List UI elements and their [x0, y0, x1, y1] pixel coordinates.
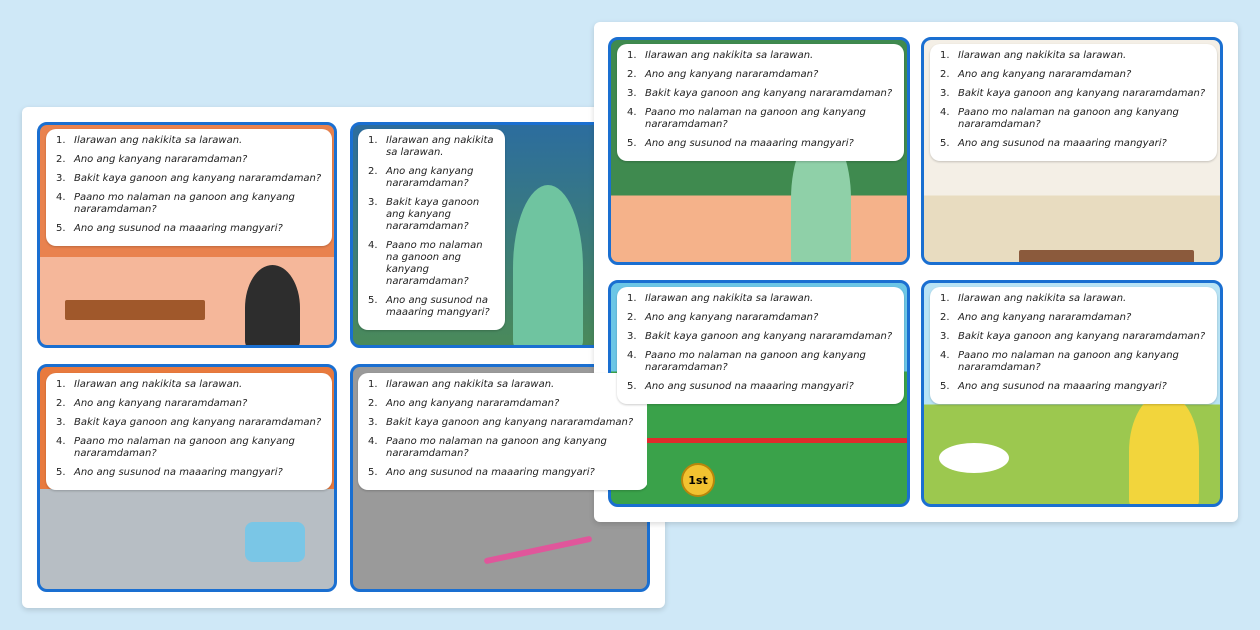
- question-item: [940, 381, 1209, 393]
- question-item: [940, 138, 1209, 150]
- question-number: 4.: [368, 240, 378, 251]
- question-item: [368, 240, 497, 288]
- question-number: 5.: [940, 381, 950, 392]
- question-item: [627, 381, 896, 393]
- question-item: [627, 69, 896, 81]
- question-text: Ilarawan ang nakikita sa larawan.: [645, 50, 814, 61]
- question-text: Ano ang kanyang nararamdaman?: [645, 69, 819, 80]
- question-number: 4.: [940, 350, 950, 361]
- question-text: Paano mo nalaman na ganoon ang kanyang nararamdaman?: [645, 350, 866, 373]
- question-item: [940, 293, 1209, 305]
- question-number: 2.: [56, 398, 66, 409]
- question-item: [940, 312, 1209, 324]
- boy-figure: [513, 185, 583, 348]
- question-number: 2.: [627, 69, 637, 80]
- card-race-winner: [608, 280, 910, 507]
- question-number: 4.: [56, 436, 66, 447]
- question-number: 2.: [940, 69, 950, 80]
- question-item: [368, 436, 640, 460]
- question-text: Paano mo nalaman na ganoon ang kanyang nararamdaman?: [74, 192, 295, 215]
- question-number: 1.: [56, 379, 66, 390]
- question-item: [627, 293, 896, 305]
- cake: [245, 522, 305, 562]
- question-text: Bakit kaya ganoon ang kanyang nararamdaman?: [386, 197, 480, 232]
- question-item: [627, 138, 896, 150]
- question-text: Ano ang kanyang nararamdaman?: [958, 69, 1132, 80]
- question-item: [56, 135, 324, 147]
- question-text: Bakit kaya ganoon ang kanyang nararamdaman?: [386, 417, 634, 428]
- question-text: Ano ang susunod na maaaring mangyari?: [386, 467, 595, 478]
- question-text: Ano ang kanyang nararamdaman?: [958, 312, 1132, 323]
- question-item: [627, 50, 896, 62]
- card-sharing: [921, 37, 1223, 265]
- question-number: 2.: [368, 398, 378, 409]
- finish-ribbon: [611, 438, 910, 443]
- question-item: [627, 107, 896, 131]
- question-item: [940, 50, 1209, 62]
- boy-holding-rabbit: [1129, 393, 1199, 507]
- question-item: [368, 379, 640, 391]
- girl-figure: [245, 265, 300, 348]
- question-item: [56, 436, 324, 460]
- question-text: Ilarawan ang nakikita sa larawan.: [386, 379, 555, 390]
- question-number: 5.: [940, 138, 950, 149]
- question-number: 3.: [56, 173, 66, 184]
- question-text: Paano mo nalaman na ganoon ang kanyang nararamdaman?: [74, 436, 295, 459]
- question-list: [56, 135, 324, 235]
- question-item: [56, 192, 324, 216]
- question-item: [368, 398, 640, 410]
- question-number: 1.: [940, 293, 950, 304]
- question-item: [368, 295, 497, 319]
- scooter: [484, 536, 593, 565]
- question-text: Ilarawan ang nakikita sa larawan.: [645, 293, 814, 304]
- question-item: [56, 223, 324, 235]
- question-text: Ano ang susunod na maaaring mangyari?: [958, 381, 1167, 392]
- question-list: [940, 50, 1209, 150]
- gold-medal: 1st: [681, 463, 715, 497]
- question-item: [627, 331, 896, 343]
- question-number: 1.: [368, 379, 378, 390]
- question-item: [627, 88, 896, 100]
- question-number: 4.: [627, 107, 637, 118]
- question-number: 5.: [368, 467, 378, 478]
- question-text: Ilarawan ang nakikita sa larawan.: [74, 135, 243, 146]
- kids-at-table: [1019, 250, 1194, 265]
- question-text: Ano ang kanyang nararamdaman?: [386, 166, 474, 189]
- question-number: 4.: [368, 436, 378, 447]
- question-number: 2.: [940, 312, 950, 323]
- question-list: [627, 50, 896, 150]
- question-item: [368, 467, 640, 479]
- question-number: 2.: [56, 154, 66, 165]
- card-cake-girl: [37, 364, 337, 592]
- question-item: [368, 166, 497, 190]
- question-number: 3.: [368, 197, 378, 208]
- question-list: [940, 293, 1209, 393]
- question-number: 1.: [627, 50, 637, 61]
- question-text: Ano ang kanyang nararamdaman?: [645, 312, 819, 323]
- question-text: Ano ang susunod na maaaring mangyari?: [74, 467, 283, 478]
- question-text: Ilarawan ang nakikita sa larawan.: [386, 135, 494, 158]
- question-text: Bakit kaya ganoon ang kanyang nararamdaman?: [74, 417, 322, 428]
- question-text: Ano ang kanyang nararamdaman?: [74, 398, 248, 409]
- question-number: 4.: [627, 350, 637, 361]
- question-item: [368, 197, 497, 233]
- question-text: Bakit kaya ganoon ang kanyang nararamdaman?: [74, 173, 322, 184]
- question-number: 5.: [56, 223, 66, 234]
- question-number: 1.: [56, 135, 66, 146]
- question-list: [368, 135, 497, 319]
- question-text: Ano ang susunod na maaaring mangyari?: [958, 138, 1167, 149]
- question-item: [940, 88, 1209, 100]
- question-number: 2.: [368, 166, 378, 177]
- question-number: 3.: [627, 88, 637, 99]
- question-text: Bakit kaya ganoon ang kanyang nararamdaman?: [645, 331, 893, 342]
- question-item: [940, 331, 1209, 343]
- question-item: [56, 398, 324, 410]
- table: [65, 300, 205, 320]
- question-number: 3.: [56, 417, 66, 428]
- question-number: 4.: [940, 107, 950, 118]
- question-item: [56, 417, 324, 429]
- card-rabbits: [921, 280, 1223, 507]
- question-number: 2.: [627, 312, 637, 323]
- question-text: Ano ang susunod na maaaring mangyari?: [645, 138, 854, 149]
- question-number: 3.: [368, 417, 378, 428]
- question-text: Ano ang kanyang nararamdaman?: [74, 154, 248, 165]
- question-item: [368, 417, 640, 429]
- question-item: [368, 135, 497, 159]
- question-item: [627, 350, 896, 374]
- question-number: 3.: [940, 88, 950, 99]
- question-item: [940, 107, 1209, 131]
- question-text: Ano ang susunod na maaaring mangyari?: [74, 223, 283, 234]
- question-text: Paano mo nalaman na ganoon ang kanyang nararamdaman?: [645, 107, 866, 130]
- white-rabbit: [939, 443, 1009, 473]
- question-text: Paano mo nalaman na ganoon ang kanyang nararamdaman?: [386, 240, 483, 287]
- question-text: Bakit kaya ganoon ang kanyang nararamdaman?: [958, 88, 1206, 99]
- question-number: 4.: [56, 192, 66, 203]
- question-number: 5.: [56, 467, 66, 478]
- question-item: [940, 69, 1209, 81]
- card-sad-girl: [37, 122, 337, 348]
- question-number: 1.: [627, 293, 637, 304]
- question-number: 1.: [940, 50, 950, 61]
- question-item: [56, 467, 324, 479]
- question-text: Bakit kaya ganoon ang kanyang nararamdaman?: [645, 88, 893, 99]
- card-gift-girl: [608, 37, 910, 265]
- question-text: Ilarawan ang nakikita sa larawan.: [74, 379, 243, 390]
- question-list: [627, 293, 896, 393]
- question-item: [56, 379, 324, 391]
- question-text: Paano mo nalaman na ganoon ang kanyang nararamdaman?: [958, 350, 1179, 373]
- question-text: Paano mo nalaman na ganoon ang kanyang nararamdaman?: [958, 107, 1179, 130]
- question-item: [940, 350, 1209, 374]
- question-number: 3.: [627, 331, 637, 342]
- question-text: Ano ang susunod na maaaring mangyari?: [386, 295, 490, 318]
- question-list: [56, 379, 324, 479]
- question-item: [56, 173, 324, 185]
- question-text: Ano ang susunod na maaaring mangyari?: [645, 381, 854, 392]
- question-number: 3.: [940, 331, 950, 342]
- question-item: [56, 154, 324, 166]
- question-number: 1.: [368, 135, 378, 146]
- question-number: 5.: [627, 381, 637, 392]
- question-number: 5.: [368, 295, 378, 306]
- card-scooter: [350, 364, 650, 592]
- question-number: 5.: [627, 138, 637, 149]
- question-list: [368, 379, 640, 479]
- question-text: Paano mo nalaman na ganoon ang kanyang nararamdaman?: [386, 436, 607, 459]
- question-text: Ilarawan ang nakikita sa larawan.: [958, 293, 1127, 304]
- question-item: [627, 312, 896, 324]
- question-text: Ano ang kanyang nararamdaman?: [386, 398, 560, 409]
- question-text: Bakit kaya ganoon ang kanyang nararamdaman?: [958, 331, 1206, 342]
- question-text: Ilarawan ang nakikita sa larawan.: [958, 50, 1127, 61]
